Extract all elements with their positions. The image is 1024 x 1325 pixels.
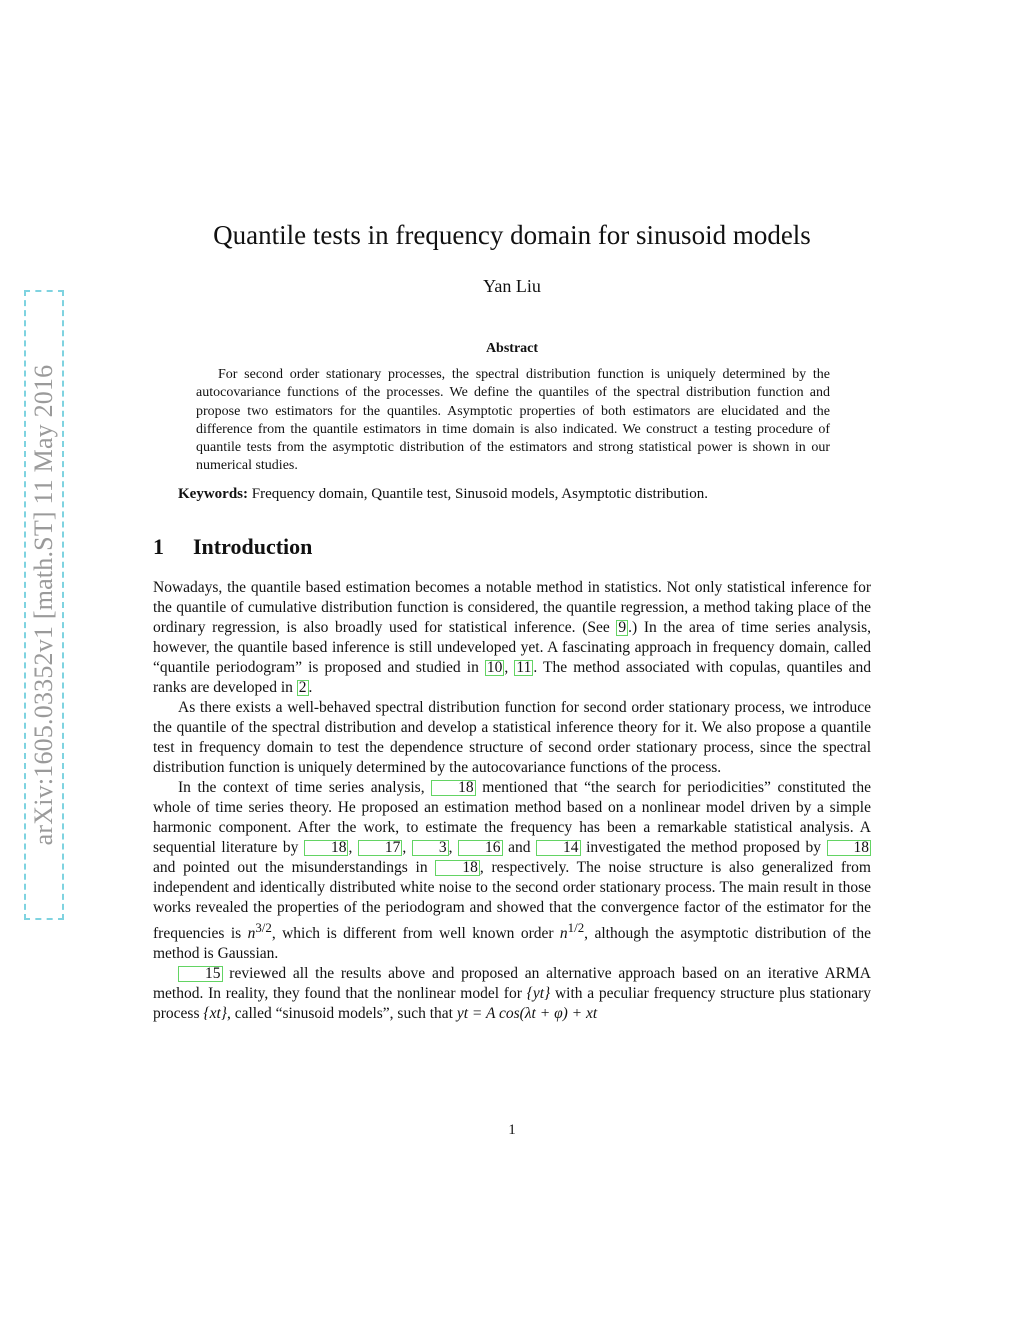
- text-run: ,: [448, 839, 459, 856]
- citation-link[interactable]: 3: [412, 840, 449, 856]
- citation-link[interactable]: 16: [458, 840, 503, 856]
- math-exponent: 1/2: [567, 920, 585, 935]
- keywords-text: Frequency domain, Quantile test, Sinusoid models, Asymptotic distribution.: [251, 486, 708, 502]
- citation-link[interactable]: 14: [536, 840, 581, 856]
- text-run: .) In the area of time series analysis, however, the quantile based inference is still undeveloped yet. A fascinating approach in frequency domain, called “quantile periodogram” is proposed and studied in: [153, 619, 871, 676]
- keywords-line: [178, 486, 858, 503]
- paragraph-3: [153, 778, 871, 964]
- citation-link[interactable]: 10: [486, 659, 503, 676]
- text-run: ,: [348, 839, 358, 856]
- math-symbol: n: [559, 925, 568, 943]
- math-expression: yt = A cos(λt + φ) + xt: [456, 1005, 598, 1023]
- keywords-label: Keywords:: [178, 486, 248, 502]
- text-run: investigated the method proposed by: [580, 839, 827, 856]
- section-number: 1: [153, 534, 164, 559]
- text-run: , respectively. The noise structure is also generalized from independent and identically distributed white noise to the second order stationary process. The main result in those works revealed the properties of the periodogram and showed that the convergence factor of the estimator for the frequencies is: [153, 859, 871, 943]
- section-heading-introduction: [153, 534, 312, 560]
- citation-link[interactable]: 18: [827, 840, 872, 856]
- paragraph-1: [153, 578, 871, 698]
- abstract-text: For second order stationary processes, the spectral distribution function is uniquely determined by the autocovariance functions of the processes. We define the quantiles of the spectral distribution function and propose two estimators for the quantiles. Asymptotic properties of both estimators are elucidated and the difference from the quantile estimators in time domain is also indicated. We construct a testing procedure of quantile tests from the asymptotic distribution of the estimators and strong statistical power is shown in our numerical studies.: [196, 367, 830, 474]
- citation-link[interactable]: 15: [178, 966, 223, 982]
- text-run: .: [308, 679, 313, 696]
- citation-link[interactable]: 11: [516, 659, 532, 676]
- text-run: , although the asymptotic distribution of the method is Gaussian.: [153, 925, 871, 963]
- paragraph-4: [153, 964, 871, 1024]
- text-run: and: [502, 839, 537, 856]
- math-exponent: 3/2: [255, 920, 272, 935]
- citation-link[interactable]: 18: [304, 840, 349, 856]
- citation-link[interactable]: 18: [435, 860, 480, 876]
- text-run: , called “sinusoid models”, such that: [226, 1005, 457, 1023]
- citation-link[interactable]: 17: [358, 840, 403, 856]
- text-run: In the context of time series analysis,: [178, 779, 432, 796]
- text-run: ,: [402, 839, 412, 856]
- text-run: , which is different from well known order: [271, 925, 560, 943]
- page-number: 1: [508, 1122, 516, 1138]
- math-expression: {yt}: [526, 985, 551, 1003]
- text-run: ,: [504, 659, 515, 676]
- text-run: and pointed out the misunderstandings in: [153, 859, 436, 876]
- paper-title: Quantile tests in frequency domain for sinusoid models: [213, 220, 811, 250]
- citation-link[interactable]: 2: [298, 679, 307, 696]
- abstract-heading: Abstract: [485, 341, 539, 356]
- math-symbol: n: [247, 925, 256, 943]
- text-run: Nowadays, the quantile based estimation becomes a notable method in statistics. Not only statistical inference for the quantile of cumulative distribution function is considered, the quantile regression, a method taking place of the ordinary regression, is also broadly used for statistical inference. (See: [153, 579, 871, 636]
- citation-link[interactable]: 18: [431, 780, 476, 796]
- text-run: mentioned that “the search for periodicities” constituted the whole of time series theory. He proposed an estimation method based on a nonlinear model driven by a simple harmonic component. After the work, to estimate the frequency has been a remarkable statistical analysis. A sequential literature by: [153, 779, 871, 856]
- text-run: with a peculiar frequency structure plus stationary process: [153, 985, 871, 1023]
- citation-link[interactable]: 9: [618, 619, 627, 636]
- math-expression: {xt}: [203, 1005, 227, 1023]
- text-run: reviewed all the results above and proposed an alternative approach based on an iterative ARMA method. In reality, they found that the nonlinear model for: [153, 965, 871, 1003]
- introduction-body: [153, 578, 871, 1024]
- arxiv-identifier-stamp: [24, 290, 64, 920]
- paper-author: Yan Liu: [483, 276, 541, 296]
- arxiv-identifier-text: arXiv:1605.03352v1 [math.ST] 11 May 2016: [29, 364, 58, 846]
- text-run: . The method associated with copulas, quantiles and ranks are developed in: [153, 659, 872, 696]
- section-title: Introduction: [193, 534, 313, 559]
- paragraph-2: As there exists a well-behaved spectral distribution function for second order stationary process, we introduce the quantile of the spectral distribution and develop a statistical inference theory for it. We also propose a quantile test in frequency domain to test the dependence structure of second order stationary process, since the spectral distribution function is uniquely determined by the autocovariance functions of the process.: [153, 699, 871, 776]
